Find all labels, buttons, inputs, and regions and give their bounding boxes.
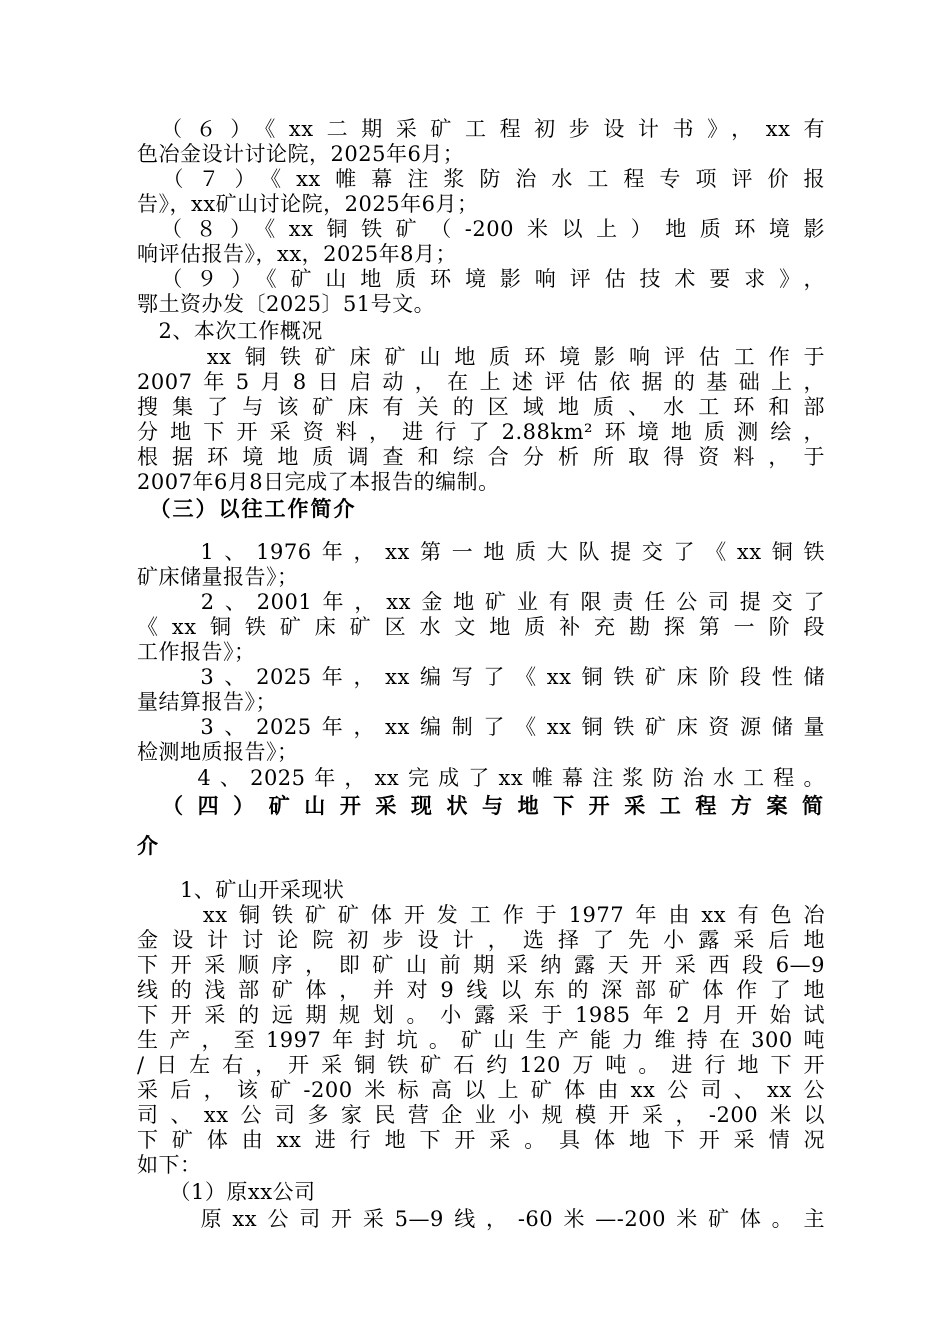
text-line: （７）《xx帷幕注浆防治水工程专项评价报 <box>137 167 825 191</box>
text-line: 2007年5月8日启动，在上述评估依据的基础上， <box>137 370 825 394</box>
text-line: （８）《xx铜铁矿（-200米以上）地质环境影 <box>137 217 825 241</box>
text-line: 根据环境地质调查和综合分析所取得资料，于 <box>137 445 825 469</box>
text-line: 分地下开采资料，进行了2.88km²环境地质测绘， <box>137 420 825 444</box>
text-line: 4、2025年，xx完成了xx帷幕注浆防治水工程。 <box>137 766 825 790</box>
text-line: 搜集了与该矿床有关的区域地质、水工环和部 <box>137 395 825 419</box>
text-line: 鄂土资办发〔2025〕51号文。 <box>137 292 436 316</box>
text-line: 下开采的远期规划。小露采于1985年2月开始试 <box>137 1003 825 1027</box>
text-line: 原xx公司开采5—9线，-60米—-200米矿体。主 <box>137 1207 825 1231</box>
text-line: 线的浅部矿体，并对9线以东的深部矿体作了地 <box>137 978 825 1002</box>
text-line: 告》，xx矿山讨论院，2025年6月； <box>137 192 479 216</box>
text-line: 下矿体由xx进行地下开采。具体地下开采情况 <box>137 1128 825 1152</box>
section-heading: 2、本次工作概况 <box>137 319 323 343</box>
text-line: xx铜铁矿矿体开发工作于1977年由xx有色冶 <box>137 903 825 927</box>
text-line: 金设计讨论院初步设计，选择了先小露采后地 <box>137 928 825 952</box>
text-line: 响评估报告》，xx，2025年8月； <box>137 242 457 266</box>
text-line: 量结算报告》； <box>137 690 277 714</box>
text-line: 1、1976年，xx第一地质大队提交了《xx铜铁 <box>137 540 825 564</box>
text-line: （６）《xx二期采矿工程初步设计书》，xx有 <box>137 117 825 141</box>
section-heading: （三）以往工作简介 <box>137 496 357 521</box>
text-line: 矿床储量报告》； <box>137 565 299 589</box>
text-line: 如下： <box>137 1153 202 1177</box>
text-line: （９）《矿山地质环境影响评估技术要求》， <box>137 267 825 291</box>
text-line: 检测地质报告》； <box>137 740 299 764</box>
text-line: 色冶金设计讨论院，2025年6月； <box>137 142 465 166</box>
text-line: 1、矿山开采现状 <box>137 878 345 902</box>
text-line: 2、2001年，xx金地矿业有限责任公司提交了 <box>137 590 825 614</box>
text-line: 生产，至1997年封坑。矿山生产能力维持在300吨 <box>137 1028 825 1052</box>
text-line: 采后，该矿-200米标高以上矿体由xx公司、xx公 <box>137 1078 825 1102</box>
text-line: 工作报告》； <box>137 640 256 664</box>
text-line: （1）原xx公司 <box>137 1180 316 1204</box>
section-heading: （四）矿山开采现状与地下开采工程方案简 <box>137 793 825 818</box>
text-line: 3、2025年，xx编制了《xx铜铁矿床资源储量 <box>137 715 825 739</box>
text-line: /日左右，开采铜铁矿石约120万吨。进行地下开 <box>137 1053 825 1077</box>
text-line: 司、xx公司多家民营企业小规模开采，-200米以 <box>137 1103 825 1127</box>
text-line: 2007年6月8日完成了本报告的编制。 <box>137 470 500 494</box>
text-line: 下开采顺序，即矿山前期采纳露天开采西段6—9 <box>137 953 825 977</box>
section-heading: 介 <box>137 833 160 858</box>
text-line: xx铜铁矿床矿山地质环境影响评估工作于 <box>137 345 825 369</box>
text-line: 3、2025年，xx编写了《xx铜铁矿床阶段性储 <box>137 665 825 689</box>
text-line: 《xx铜铁矿床矿区水文地质补充勘探第一阶段 <box>137 615 825 639</box>
